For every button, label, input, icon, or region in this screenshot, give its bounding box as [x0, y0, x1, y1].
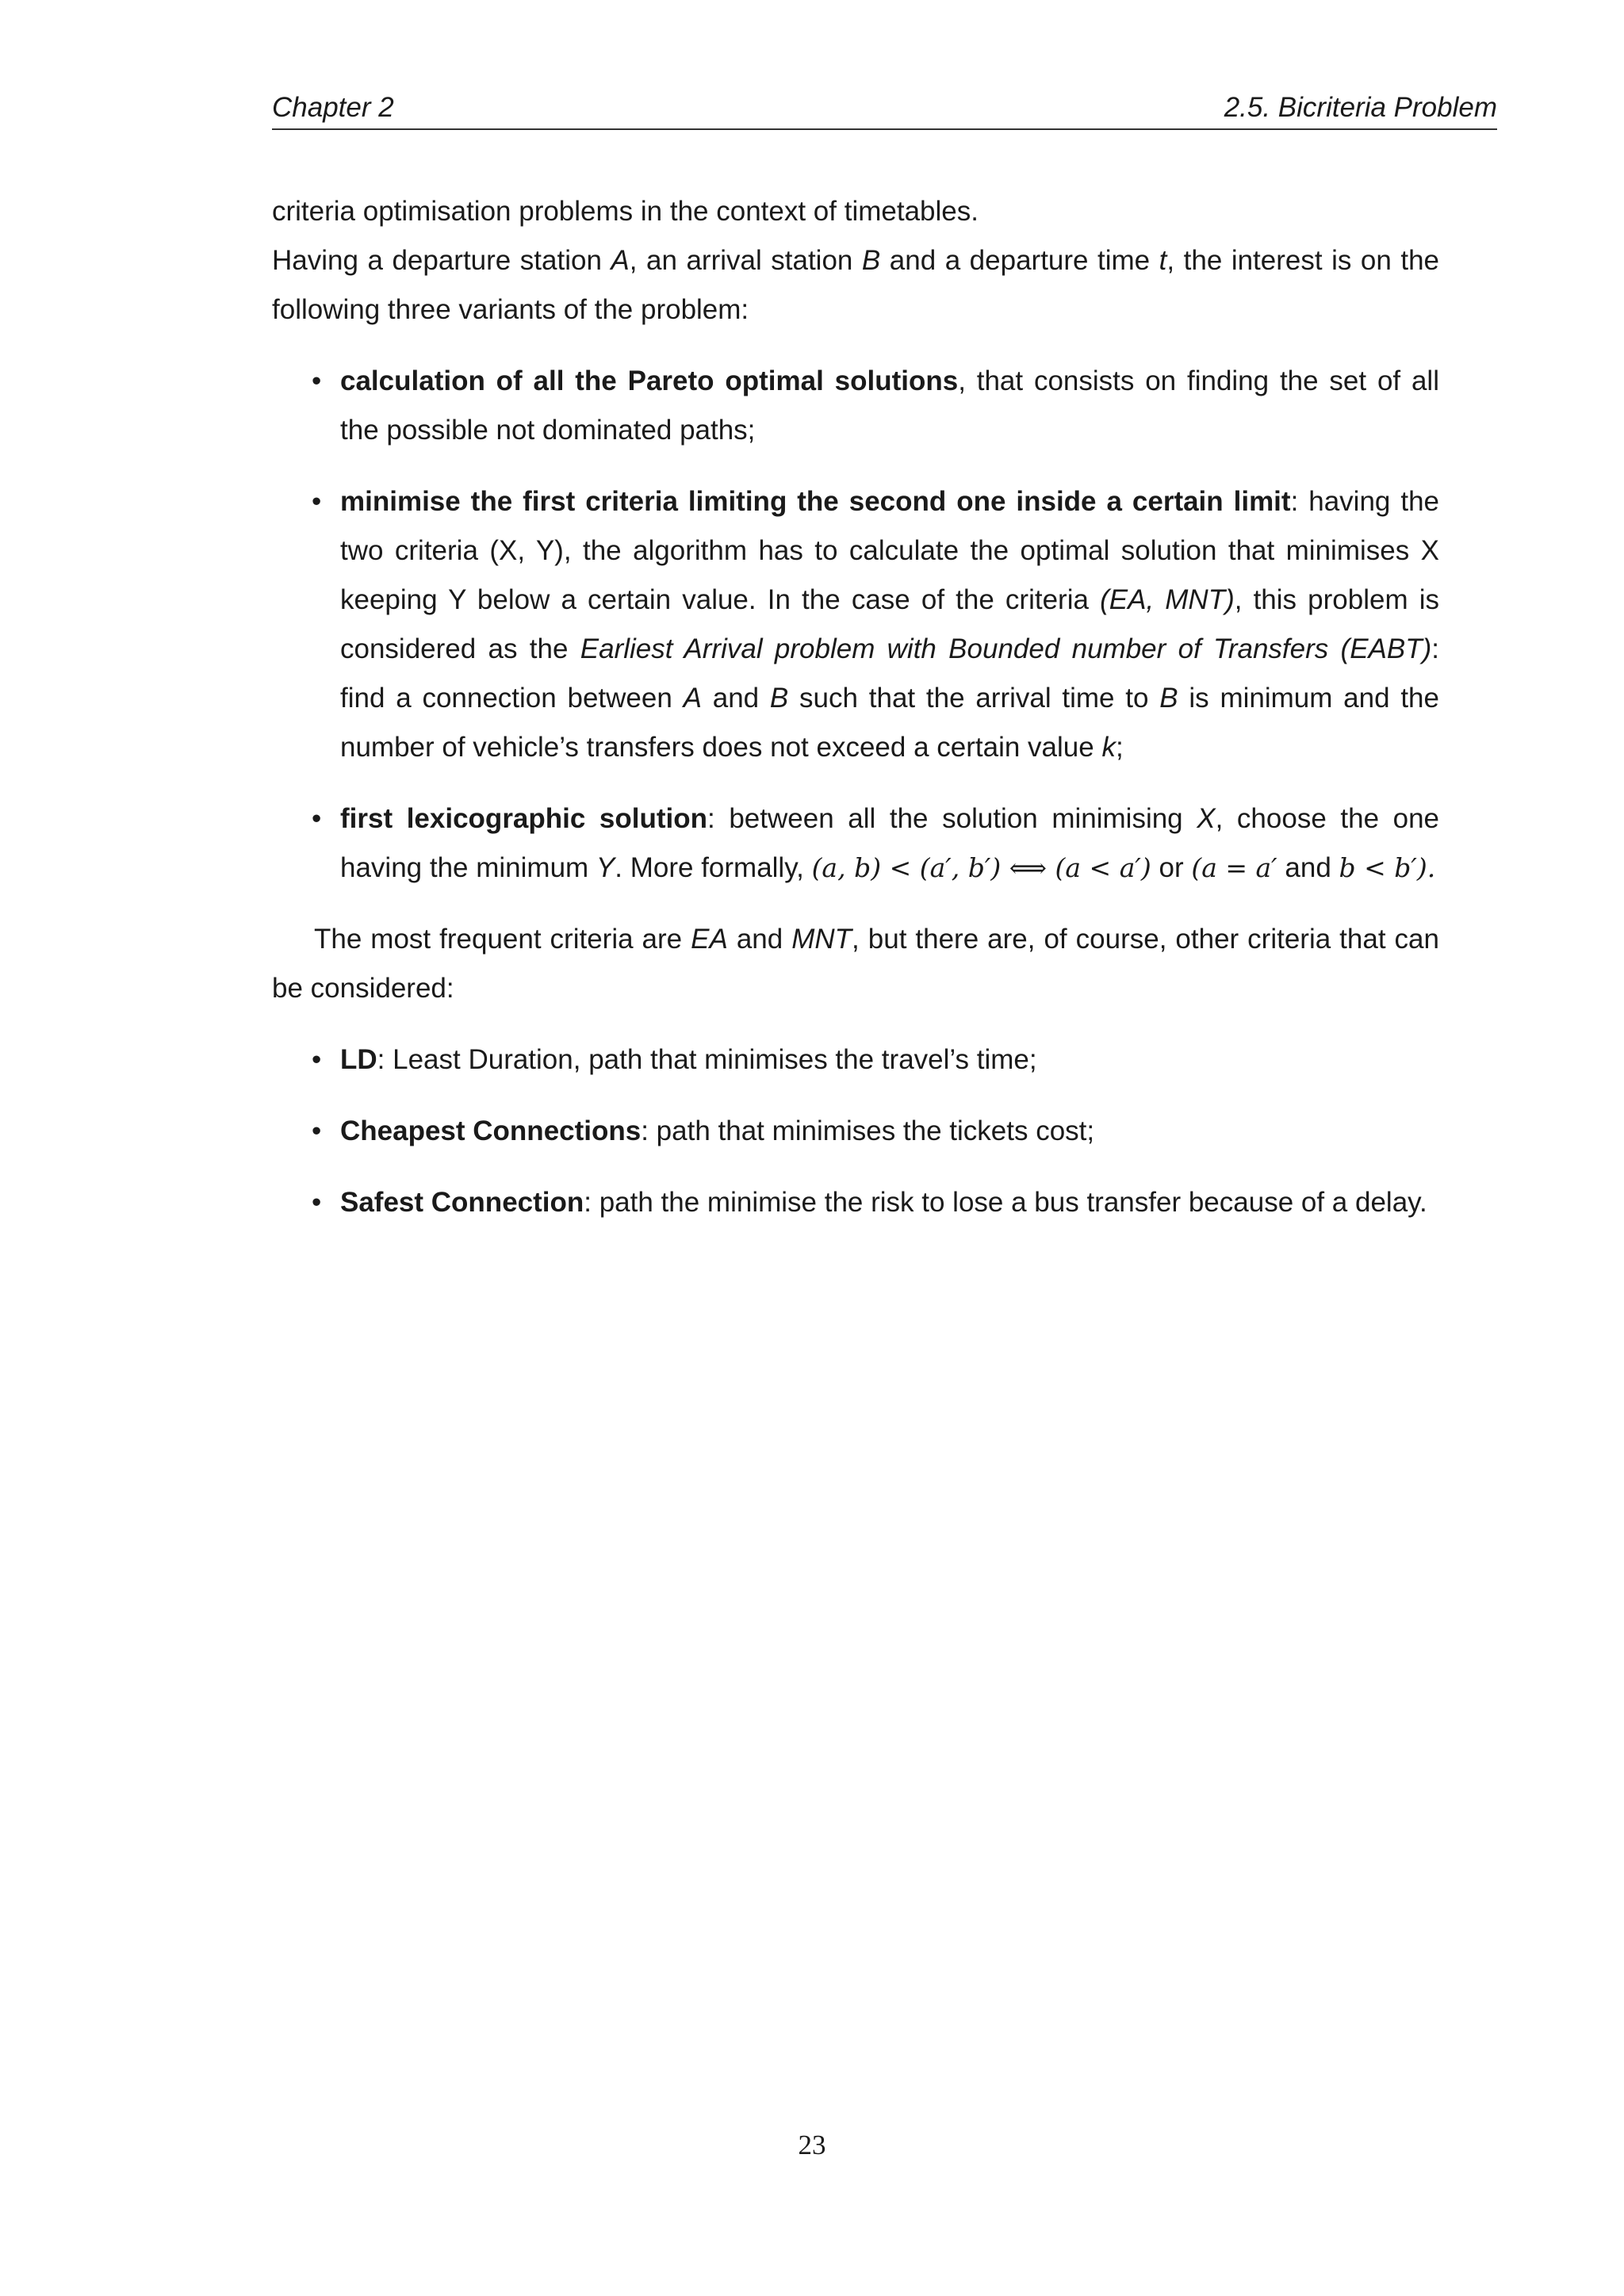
item-term: first lexicographic solution — [340, 803, 708, 834]
list-item: • minimise the first criteria limiting the second one inside a certain limit: having the two criteria (X, Y), the algorithm has to calculate the optimal solution that minimises X keeping Y below a certain value. In the case of the criteria (EA, MNT), this problem is considered as the Earliest Arrival problem with Bounded number of Transfers (EABT): find a connection between A and B such that the arrival time to B is minimum and the number of vehicle’s transfers does not exceed a certain value k; — [272, 477, 1439, 772]
list-item: • first lexicographic solution: between all the solution minimising X, choose the one having the minimum Y. More formally, (a, b) < (a′, b′) ⟺ (a < a′) or (a = a′ and b < b′). — [272, 794, 1439, 893]
var-b: B — [861, 245, 881, 276]
list-item: • LD: Least Duration, path that minimises the travel’s time; — [272, 1035, 1439, 1085]
bullet-icon: • — [312, 1187, 322, 1218]
var-a: A — [611, 245, 630, 276]
bullet-icon: • — [312, 365, 322, 396]
lexicographic-formula: (a, b) < (a′, b′) ⟺ (a < a′) — [811, 852, 1151, 883]
list-item: • Cheapest Connections: path that minimises the tickets cost; — [272, 1107, 1439, 1156]
item-term: Cheapest Connections — [340, 1115, 642, 1146]
intro-paragraph: Having a departure station A, an arrival station B and a departure time t, the interest is on the following three variants of the problem: — [272, 245, 1439, 325]
page-number: 23 — [798, 2130, 826, 2160]
list-item: • calculation of all the Pareto optimal solutions, that consists on finding the set of all the possible not dominated paths; — [272, 357, 1439, 455]
other-criteria-list — [272, 1035, 1439, 1227]
inequality-formula: b < b′). — [1339, 852, 1436, 883]
bullet-icon: • — [312, 803, 322, 834]
bullet-icon: • — [312, 486, 322, 517]
item-term: calculation of all the Pareto optimal solutions — [340, 365, 959, 396]
chapter-label: Chapter 2 — [272, 92, 394, 123]
section-label: 2.5. Bicriteria Problem — [1224, 92, 1497, 123]
var-t: t — [1159, 245, 1167, 276]
list-item: • Safest Connection: path the minimise the risk to lose a bus transfer because of a delay. — [272, 1178, 1439, 1227]
equality-formula: (a = a′ — [1191, 852, 1277, 883]
frequent-criteria-paragraph: The most frequent criteria are EA and MNT, but there are, of course, other criteria that can be considered: — [272, 924, 1439, 1004]
bullet-icon: • — [312, 1044, 322, 1075]
running-header — [272, 87, 1497, 130]
intro-continuation: criteria optimisation problems in the context of timetables. — [272, 196, 979, 227]
bullet-icon: • — [312, 1115, 322, 1146]
page-body — [272, 187, 1439, 1249]
problem-variants-list — [272, 357, 1439, 893]
item-term: Safest Connection — [340, 1187, 584, 1218]
item-term: minimise the first criteria limiting the second one inside a certain limit — [340, 486, 1291, 517]
item-term: LD — [340, 1044, 377, 1075]
